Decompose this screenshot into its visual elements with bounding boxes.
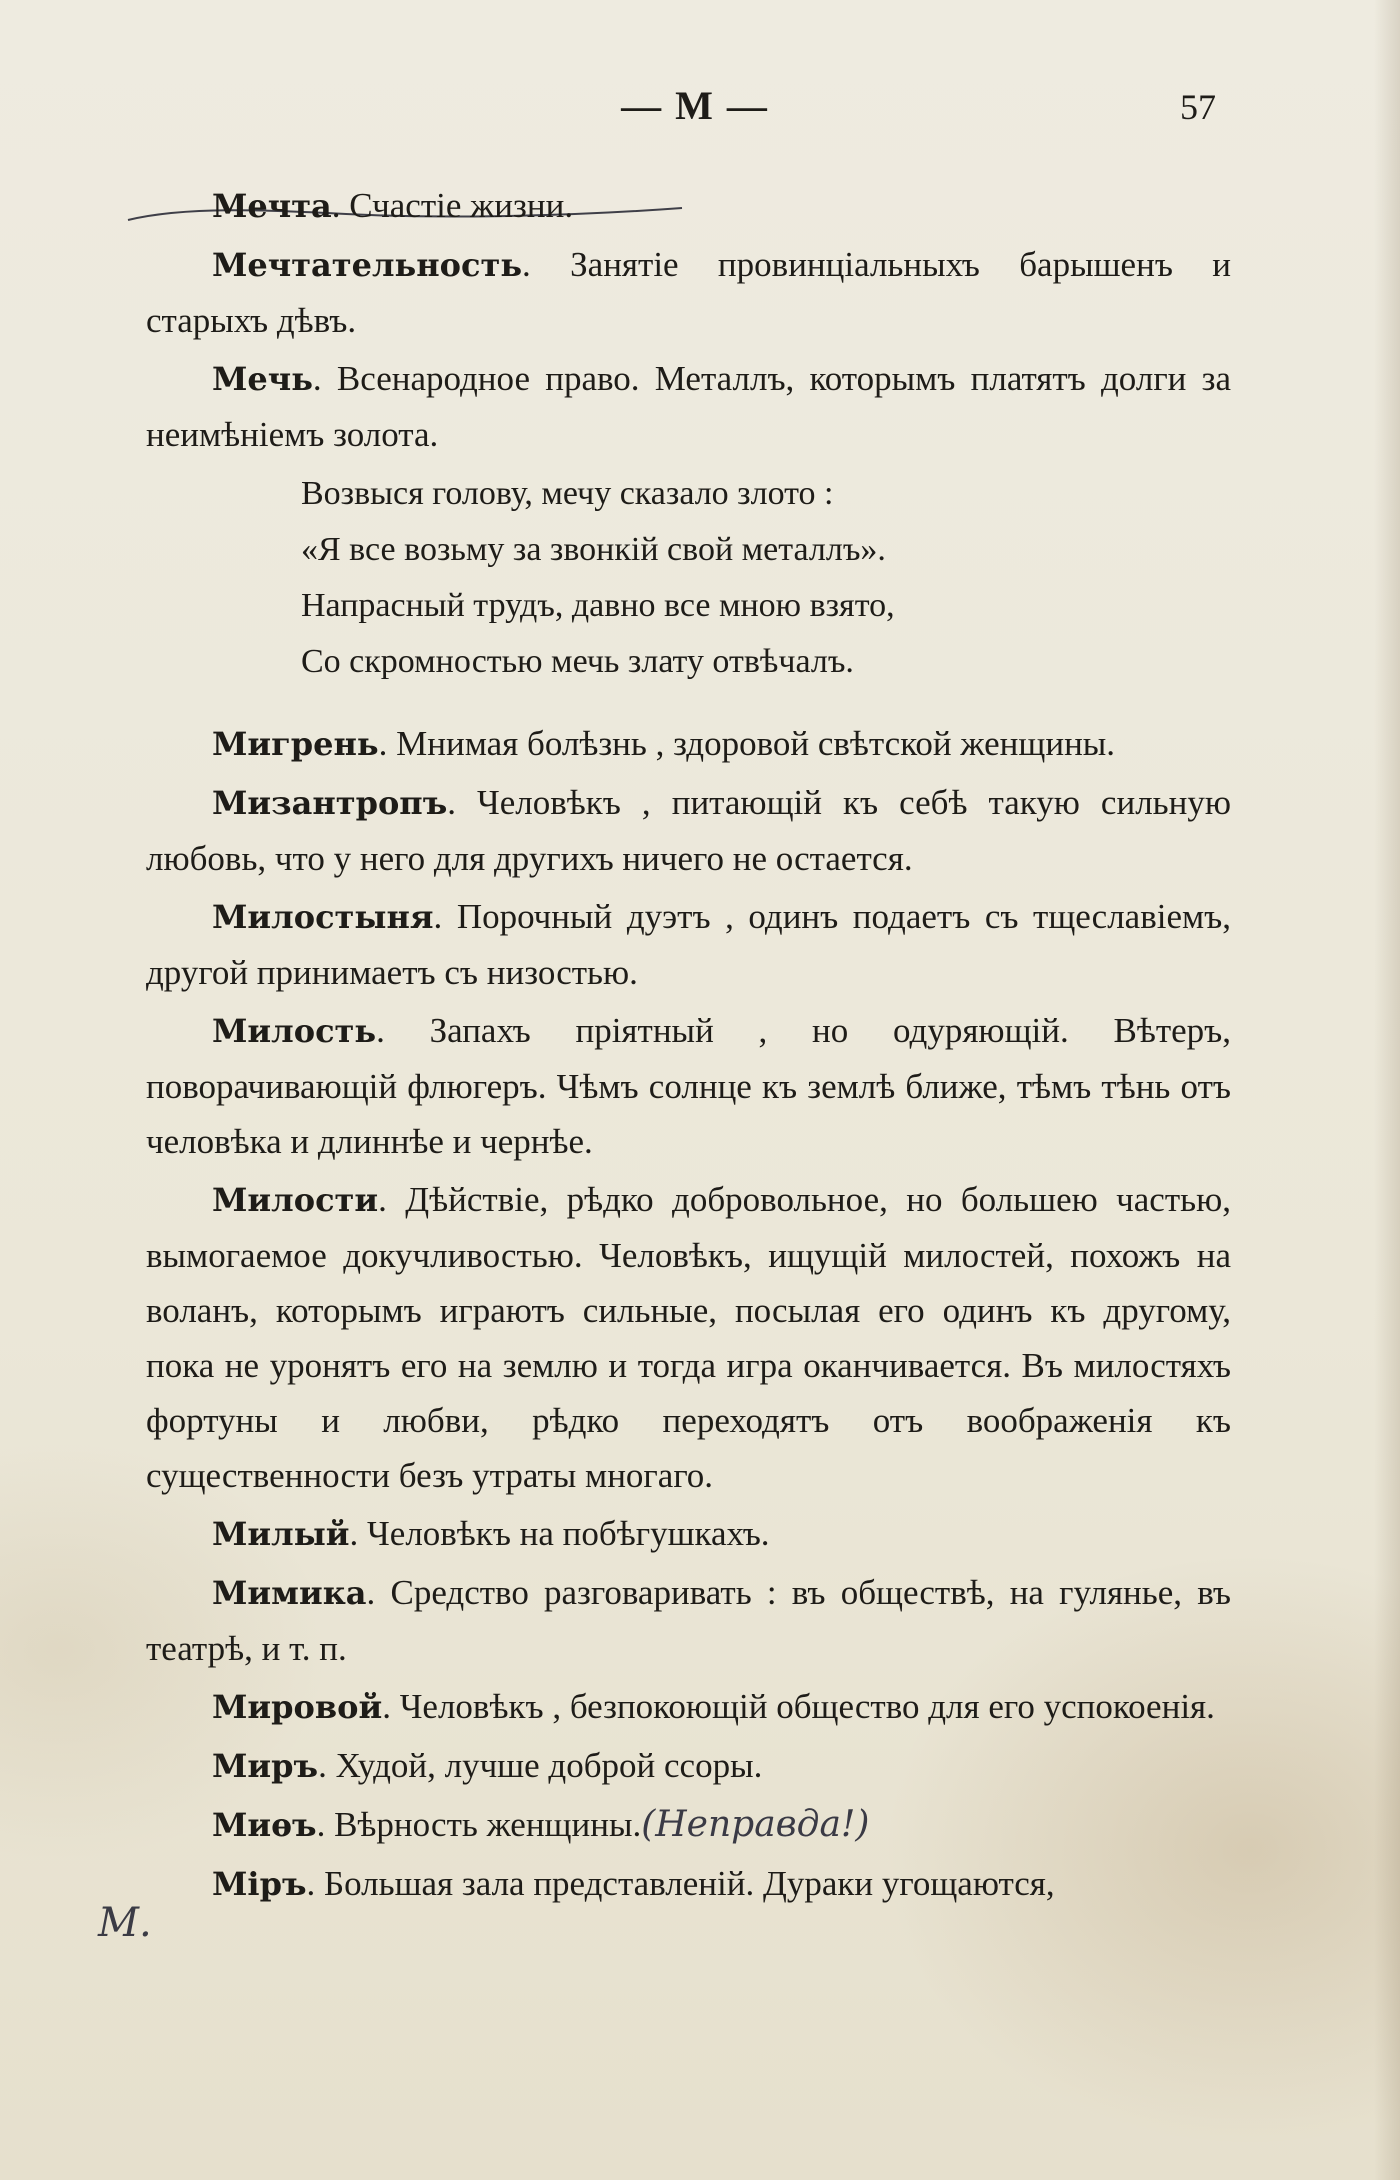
running-head: — М — [621, 83, 769, 128]
dictionary-entry [146, 1172, 1231, 1503]
entry-term: Мизантропъ [212, 784, 448, 822]
dictionary-entry [146, 1797, 1231, 1853]
entry-definition: . Человѣкъ на побѣгушкахъ. [349, 1514, 770, 1553]
dictionary-entry [146, 178, 1231, 234]
dictionary-entry [146, 1856, 1231, 1912]
dictionary-entry [146, 1506, 1231, 1562]
entry-term: Мечь [212, 360, 313, 398]
entry-definition: . Человѣкъ , питающій къ себѣ такую сильную любовь, что у него для другихъ ничего не остается. [146, 783, 1231, 878]
dictionary-entry [146, 1003, 1231, 1169]
dictionary-entry [146, 1565, 1231, 1676]
dictionary-entry [146, 1679, 1231, 1735]
entry-definition: . Вѣрность женщины. [316, 1805, 642, 1844]
dictionary-entry [146, 775, 1231, 886]
verse-line: Со скромностью мечь злату отвѣчалъ. [301, 643, 854, 680]
entry-definition: . Средство разговаривать : въ обществѣ, на гулянье, въ театрѣ, и т. п. [146, 1573, 1231, 1668]
entry-definition: . Счастіе жизни. [331, 186, 574, 225]
verse-quotation [301, 466, 1231, 690]
entry-term: Мечта [212, 187, 332, 225]
dictionary-entry [146, 351, 1231, 462]
entry-definition: . Всенародное право. Металлъ, которымъ платятъ долги за неимѣніемъ золота. [146, 359, 1231, 454]
handwritten-note: (Неправда!) [641, 1804, 870, 1845]
entry-term: Мечтательность [212, 246, 523, 284]
dictionary-entry [146, 237, 1231, 348]
entry-definition: . Большая зала представленій. Дураки угощаются, [306, 1864, 1055, 1903]
entry-definition: . Порочный дуэтъ , одинъ подаетъ съ тщеславіемъ, другой принимаетъ съ низостью. [146, 897, 1231, 992]
entry-definition: . Худой, лучше доброй ссоры. [318, 1746, 763, 1785]
dictionary-body [146, 178, 1231, 1915]
entry-term: Мигрень [212, 725, 379, 763]
verse-line: Напрасный трудъ, давно все мною взято, [301, 587, 895, 624]
page-header [0, 82, 1400, 142]
entry-definition: . Человѣкъ , безпокоющій общество для его успокоенія. [382, 1687, 1215, 1726]
dictionary-entry [146, 889, 1231, 1000]
entry-term: Милости [212, 1181, 379, 1219]
entry-term: Милостыня [212, 898, 434, 936]
entry-term: Миѳъ [212, 1806, 317, 1844]
entry-definition: . Мнимая болѣзнь , здоровой свѣтской женщины. [378, 724, 1116, 763]
entry-term: Мимика [212, 1574, 367, 1612]
handwritten-margin-note: М. [98, 1900, 152, 1946]
entry-term: Міръ [212, 1865, 307, 1903]
page-edge-shadow [1374, 0, 1400, 2180]
entry-definition: . Дѣйствіе, рѣдко добровольное, но большею частью, вымогаемое докучливостью. Человѣкъ, ищущій милостей, похожъ на воланъ, которымъ играютъ сильные, посылая его одинъ къ другому, пока не уронятъ его на землю и тогда игра оканчивается. Въ милостяхъ фортуны и любви, рѣдко переходятъ отъ воображенія къ существенности безъ утраты многаго. [146, 1180, 1231, 1495]
verse-line: «Я все возьму за звонкій свой металлъ». [301, 531, 886, 568]
entry-definition: . Запахъ пріятный , но одуряющій. Вѣтеръ, поворачивающій флюгеръ. Чѣмъ солнце къ землѣ ближе, тѣмъ тѣнь отъ человѣка и длиннѣе и чернѣе. [146, 1011, 1231, 1161]
entry-term: Мировой [212, 1688, 383, 1726]
dictionary-entry [146, 716, 1231, 772]
entry-term: Милость [212, 1012, 377, 1050]
page-number: 57 [1180, 87, 1216, 127]
dictionary-entry [146, 1738, 1231, 1794]
verse-line: Возвыся голову, мечу сказало злото : [301, 475, 834, 512]
entry-term: Милый [212, 1515, 350, 1553]
entry-term: Миръ [212, 1747, 319, 1785]
entry-definition: . Занятіе провинціальныхъ барышенъ и старыхъ дѣвъ. [146, 245, 1231, 340]
